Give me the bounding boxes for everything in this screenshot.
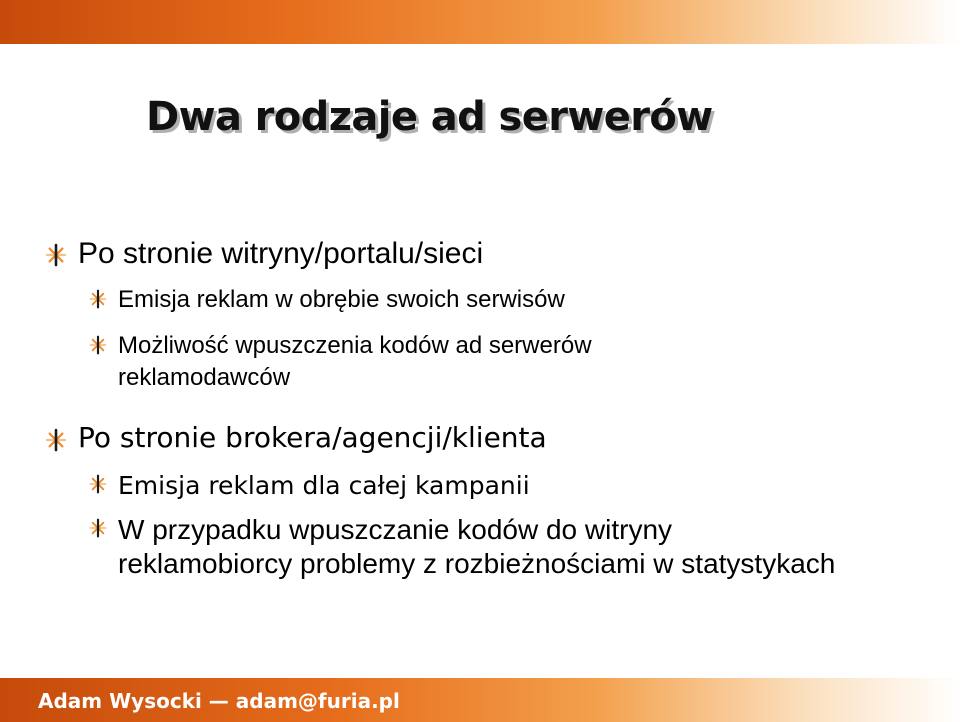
sub-bullet-text xyxy=(118,513,835,581)
sub-bullet-line: Możliwość wpuszczenia kodów ad serwerów xyxy=(118,332,592,359)
sub-bullet-text: Emisja reklam dla całej kampanii xyxy=(118,471,530,500)
asterisk-star-icon xyxy=(88,474,108,494)
bullet-item xyxy=(44,420,547,456)
sub-bullet-item xyxy=(88,330,592,394)
sub-bullet-item xyxy=(88,469,530,502)
sub-bullet-line: reklamodawców xyxy=(118,364,291,391)
footer-banner xyxy=(0,678,960,722)
sub-bullet-line: W przypadku wpuszczanie kodów do witryny xyxy=(118,514,673,545)
sub-bullet-text: Emisja reklam w obrębie swoich serwisów xyxy=(118,286,565,313)
asterisk-star-icon xyxy=(88,518,108,538)
footer-author: Adam Wysocki — adam@furia.pl xyxy=(38,689,400,713)
asterisk-star-icon xyxy=(88,335,108,355)
asterisk-star-icon xyxy=(44,243,68,267)
sub-bullet-text xyxy=(118,330,592,394)
bullet-text: Po stronie brokera/agencji/klienta xyxy=(78,421,547,454)
slide-title: Dwa rodzaje ad serwerów xyxy=(146,94,713,140)
sub-bullet-line: reklamobiorcy problemy z rozbieżnościami w statystykach xyxy=(118,548,836,579)
sub-bullet-item xyxy=(88,513,835,581)
bullet-text: Po stronie witryny/portalu/sieci xyxy=(78,237,484,270)
asterisk-star-icon xyxy=(44,428,68,452)
top-banner xyxy=(0,0,960,44)
bullet-item xyxy=(44,235,483,273)
asterisk-star-icon xyxy=(88,289,108,309)
sub-bullet-item xyxy=(88,284,565,316)
